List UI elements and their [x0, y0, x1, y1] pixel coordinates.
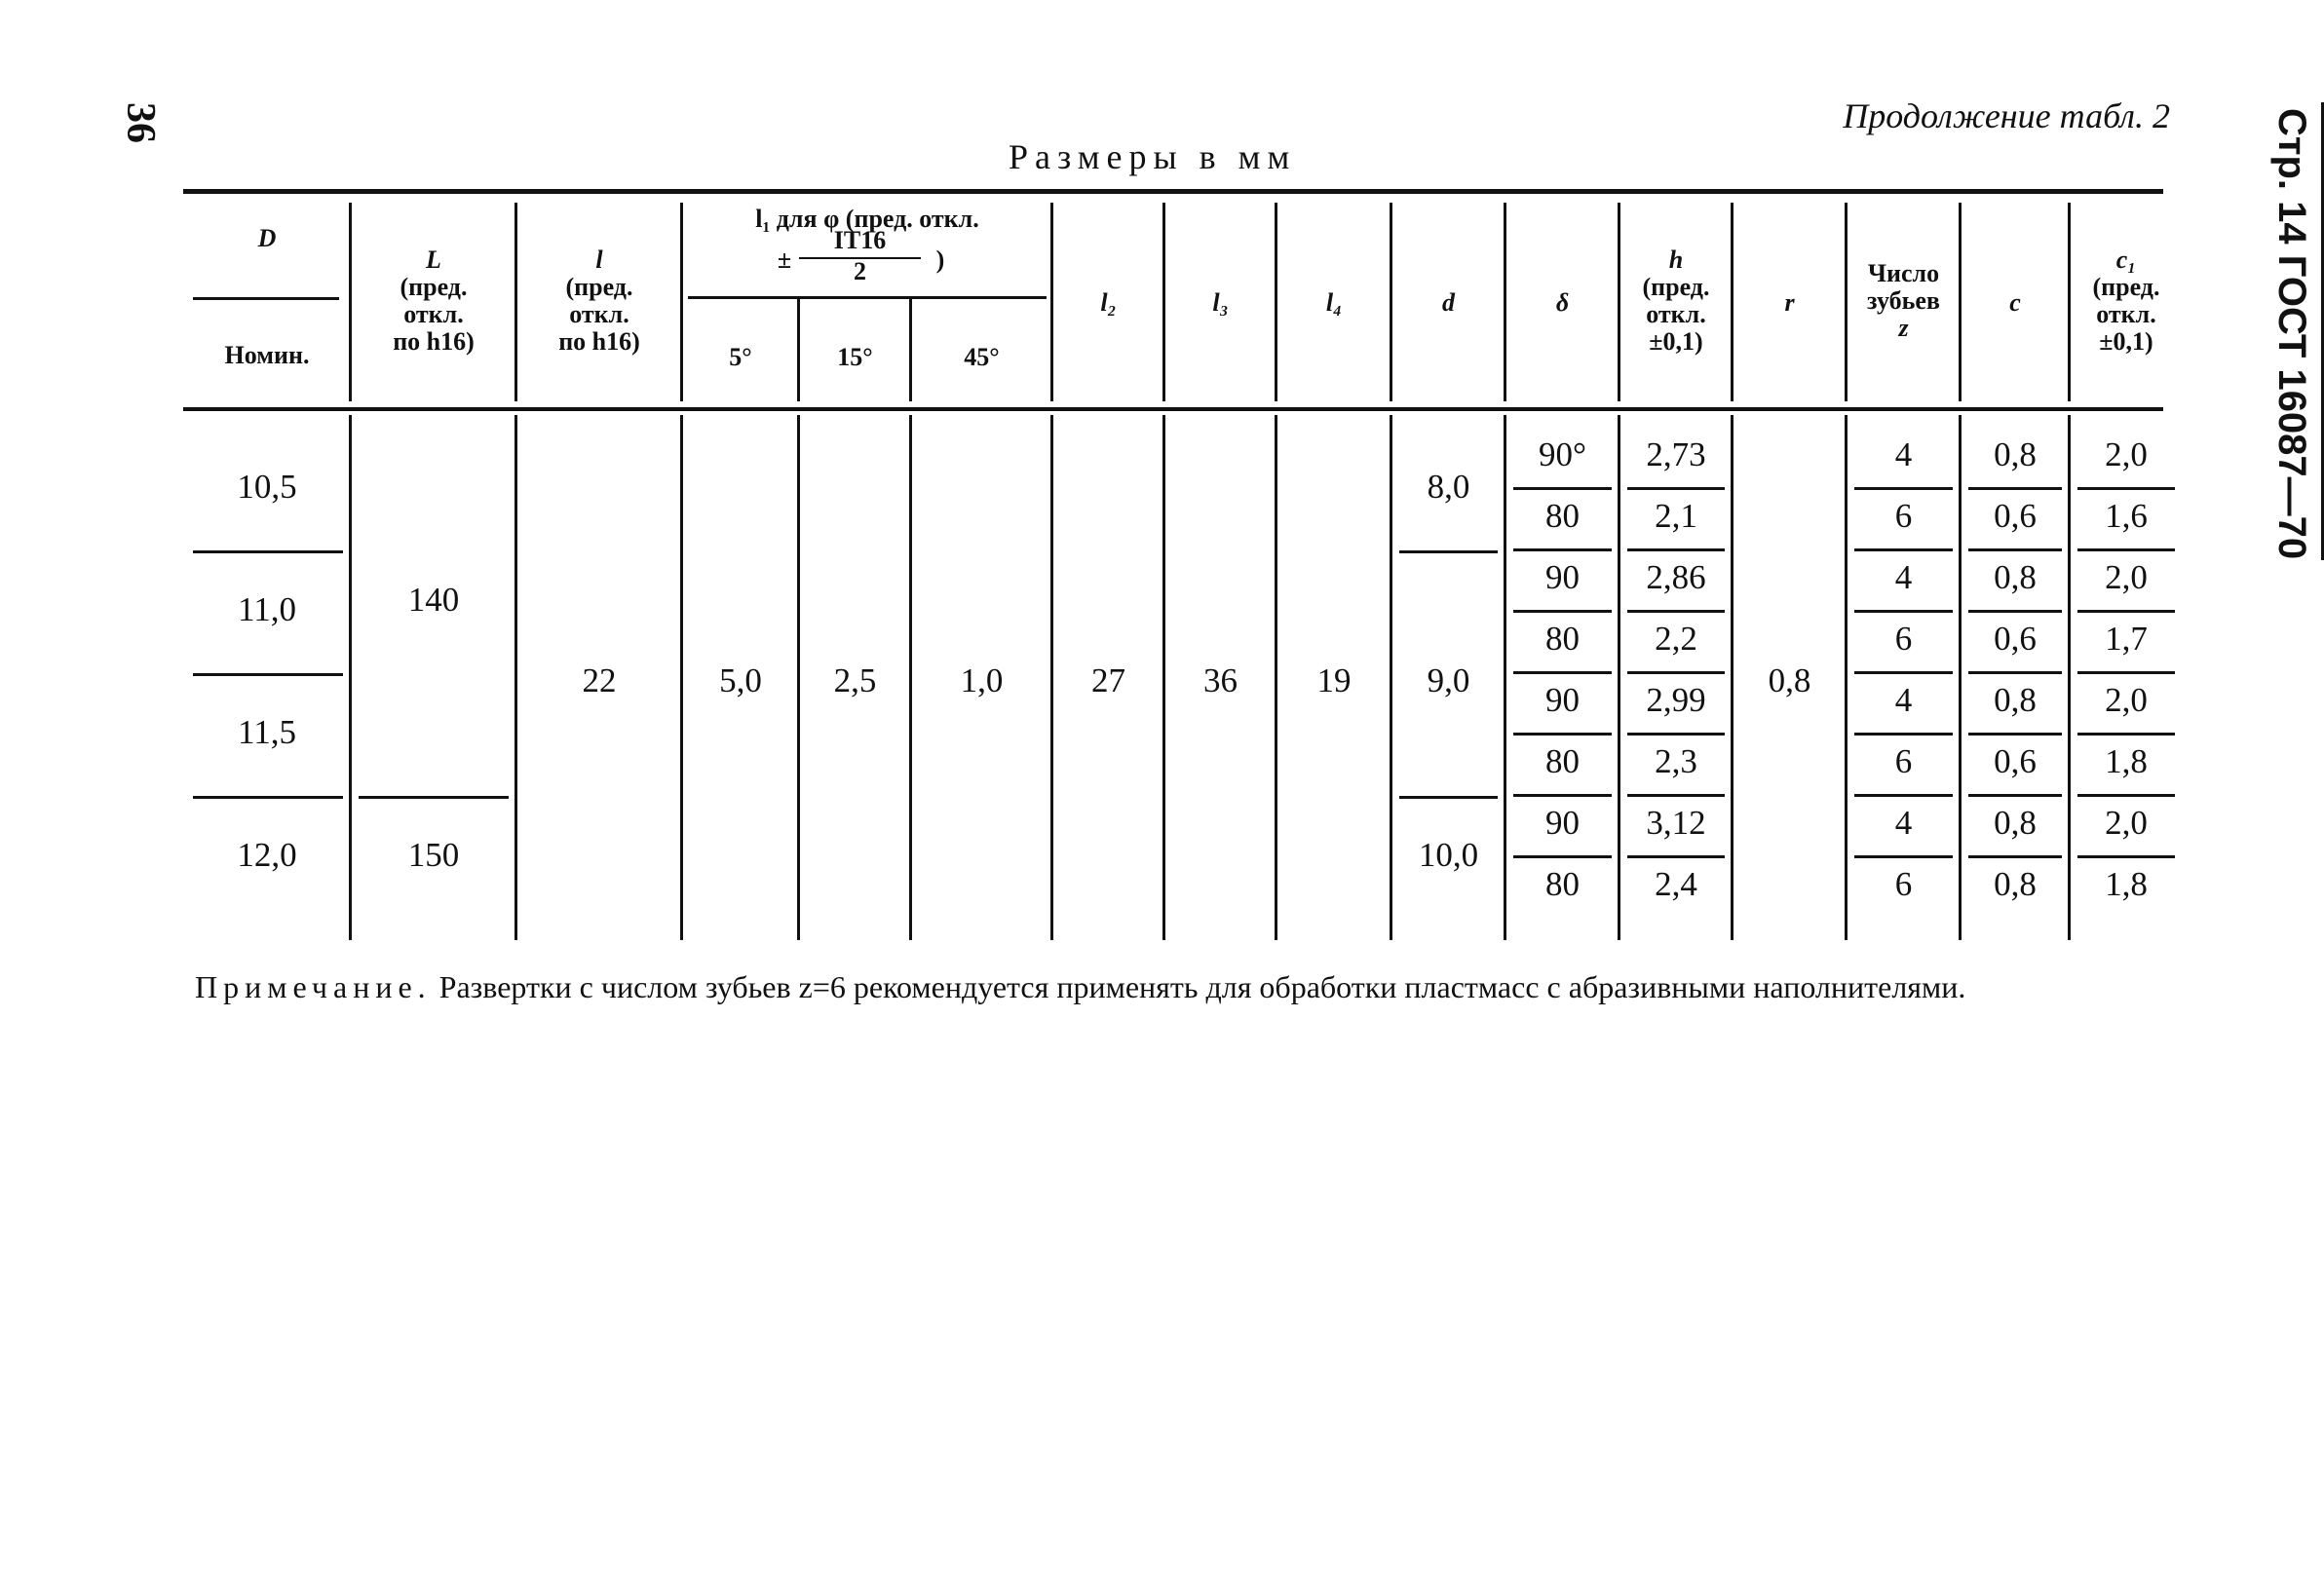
header-l1-fraction-denominator: 2	[854, 257, 866, 285]
body-column-rule	[1618, 415, 1620, 940]
row-rule	[2077, 671, 2175, 674]
header-h-line: откл.	[1646, 300, 1706, 328]
cell-z: 4	[1894, 680, 1913, 719]
cell-z: 6	[1894, 496, 1913, 535]
header-subrule	[688, 296, 1047, 299]
row-rule	[1854, 671, 1953, 674]
row-rule	[1513, 487, 1612, 490]
cell-delta: 80	[1545, 864, 1580, 903]
row-rule	[1513, 794, 1612, 797]
header-z-line: зубьев	[1867, 286, 1940, 315]
header-c1-line: (пред.	[2092, 273, 2160, 301]
row-rule	[1513, 548, 1612, 551]
cell-L: 150	[407, 836, 460, 874]
header-l-line: откл.	[569, 300, 629, 328]
row-rule	[1627, 855, 1725, 858]
cell-h: 2,2	[1655, 619, 1697, 658]
header-z-line: Число	[1867, 259, 1940, 287]
header-angle-15: 15°	[837, 343, 873, 371]
cell-D: 10,5	[237, 468, 297, 506]
cell-l3: 36	[1203, 661, 1238, 699]
row-rule	[1854, 794, 1953, 797]
cell-c: 0,8	[1994, 434, 2037, 473]
header-L-line: L	[426, 245, 441, 274]
cell-c1: 2,0	[2105, 434, 2148, 473]
cell-c1: 2,0	[2105, 557, 2148, 596]
row-rule	[1968, 548, 2062, 551]
row-rule	[1854, 548, 1953, 551]
cell-h: 2,73	[1646, 434, 1706, 473]
cell-l2: 27	[1091, 661, 1125, 699]
cell-c: 0,8	[1994, 680, 2037, 719]
header-h-line: ±0,1)	[1649, 327, 1703, 356]
header-h-line: h	[1668, 245, 1684, 274]
standard-sidebar-title: Стр. 14 ГОСТ 16087—70	[2267, 102, 2324, 560]
header-l3: l₃	[1212, 288, 1229, 317]
row-rule	[1627, 548, 1725, 551]
cell-delta: 90	[1545, 557, 1580, 596]
row-rule	[1854, 610, 1953, 613]
table-note	[195, 966, 2173, 1007]
cell-c: 0,6	[1994, 496, 2037, 535]
header-L-line: по h16)	[393, 327, 475, 356]
row-rule	[1399, 550, 1498, 553]
cell-h: 2,1	[1655, 496, 1697, 535]
header-angle-45: 45°	[964, 343, 1000, 371]
header-l1-fraction-numerator: IT16	[833, 226, 887, 254]
header-d-subrule	[193, 297, 339, 300]
cell-c: 0,8	[1994, 803, 2037, 842]
row-rule	[2077, 733, 2175, 736]
header-l4: l₄	[1325, 288, 1343, 317]
header-L-line: откл.	[403, 300, 464, 328]
note-label: Примечание.	[195, 969, 432, 1004]
header-l1-title: l₁ для φ (пред. откл.	[755, 205, 979, 233]
row-rule	[1627, 610, 1725, 613]
row-rule	[1968, 855, 2062, 858]
row-rule	[1399, 796, 1498, 799]
row-rule	[1627, 671, 1725, 674]
cell-delta: 80	[1545, 619, 1580, 658]
cell-r: 0,8	[1768, 661, 1811, 699]
cell-c: 0,6	[1994, 741, 2037, 780]
row-rule	[1968, 671, 2062, 674]
header-r: r	[1784, 288, 1795, 317]
header-angle-5: 5°	[729, 343, 752, 371]
header-h-line: (пред.	[1642, 273, 1710, 301]
header-l2: l₂	[1100, 288, 1117, 317]
row-rule	[2077, 855, 2175, 858]
note-text: Развертки с числом зубьев z=6 рекомендуется применять для обработки пластмасс с абразивными наполнителями.	[438, 969, 1966, 1004]
header-c: c	[2009, 288, 2021, 317]
row-rule	[2077, 548, 2175, 551]
row-rule	[1513, 610, 1612, 613]
cell-d: 8,0	[1427, 468, 1470, 506]
cell-c1: 1,8	[2105, 741, 2148, 780]
cell-d: 10,0	[1418, 836, 1479, 874]
cell-l1-5deg: 5,0	[719, 661, 762, 699]
row-rule	[2077, 487, 2175, 490]
row-rule	[1854, 855, 1953, 858]
body-column-rule	[2068, 415, 2071, 940]
header-c1-line: ±0,1)	[2099, 327, 2153, 356]
cell-z: 6	[1894, 619, 1913, 658]
cell-h: 3,12	[1646, 803, 1706, 842]
cell-c1: 2,0	[2105, 803, 2148, 842]
cell-h: 2,86	[1646, 557, 1706, 596]
cell-D: 11,5	[238, 713, 296, 751]
row-rule	[1968, 733, 2062, 736]
table-continuation-caption: Продолжение табл. 2	[1843, 96, 2170, 135]
row-rule	[1627, 794, 1725, 797]
row-rule	[1854, 733, 1953, 736]
cell-h: 2,3	[1655, 741, 1697, 780]
cell-delta: 90	[1545, 680, 1580, 719]
cell-D: 12,0	[237, 836, 297, 874]
units-caption: Размеры в мм	[1009, 137, 1297, 176]
row-rule	[2077, 794, 2175, 797]
cell-h: 2,99	[1646, 680, 1706, 719]
header-c1-line: c₁	[2115, 245, 2137, 274]
header-D-nominal: Номин.	[224, 341, 310, 369]
header-l1-pm: ±	[777, 245, 792, 274]
header-D: D	[257, 224, 277, 252]
page-number: 36	[118, 102, 163, 143]
body-column-rule	[1959, 415, 1962, 940]
cell-c: 0,6	[1994, 619, 2037, 658]
cell-c1: 1,6	[2105, 496, 2148, 535]
row-rule	[1968, 794, 2062, 797]
row-rule	[2077, 610, 2175, 613]
row-rule	[1513, 671, 1612, 674]
header-d: d	[1442, 288, 1455, 317]
row-rule	[1627, 733, 1725, 736]
cell-c1: 1,8	[2105, 864, 2148, 903]
header-c1-line: откл.	[2096, 300, 2156, 328]
cell-c: 0,8	[1994, 864, 2037, 903]
cell-delta: 90	[1545, 803, 1580, 842]
row-rule	[1513, 733, 1612, 736]
cell-z: 4	[1894, 434, 1913, 473]
row-rule	[1513, 855, 1612, 858]
cell-delta: 90°	[1539, 434, 1586, 473]
cell-c1: 2,0	[2105, 680, 2148, 719]
cell-z: 6	[1894, 741, 1913, 780]
header-l-line: l	[595, 245, 603, 274]
cell-c: 0,8	[1994, 557, 2037, 596]
row-rule	[1627, 487, 1725, 490]
header-delta: δ	[1555, 288, 1570, 317]
header-z-line: z	[1898, 314, 1909, 342]
cell-D: 11,0	[238, 590, 296, 628]
cell-L: 140	[407, 581, 460, 619]
cell-l4: 19	[1316, 661, 1352, 699]
table-header-rule	[183, 407, 2163, 411]
row-rule	[1968, 610, 2062, 613]
cell-l1-15deg: 2,5	[833, 661, 877, 699]
cell-h: 2,4	[1655, 864, 1697, 903]
cell-z: 6	[1894, 864, 1913, 903]
cell-z: 4	[1894, 557, 1913, 596]
row-rule	[1854, 487, 1953, 490]
cell-delta: 80	[1545, 496, 1580, 535]
table-top-rule	[183, 189, 2163, 194]
row-rule	[193, 796, 343, 799]
cell-l1-45deg: 1,0	[960, 661, 1004, 699]
row-rule	[193, 550, 343, 553]
header-L-line: (пред.	[400, 273, 468, 301]
cell-d: 9,0	[1427, 661, 1470, 699]
cell-delta: 80	[1545, 741, 1580, 780]
cell-z: 4	[1894, 803, 1913, 842]
header-l1-close: )	[935, 245, 945, 274]
row-rule	[193, 673, 343, 676]
cell-c1: 1,7	[2105, 619, 2148, 658]
header-l-line: по h16)	[558, 327, 640, 356]
cell-l: 22	[582, 661, 617, 699]
row-rule	[359, 796, 509, 799]
header-l-line: (пред.	[565, 273, 633, 301]
row-rule	[1968, 487, 2062, 490]
